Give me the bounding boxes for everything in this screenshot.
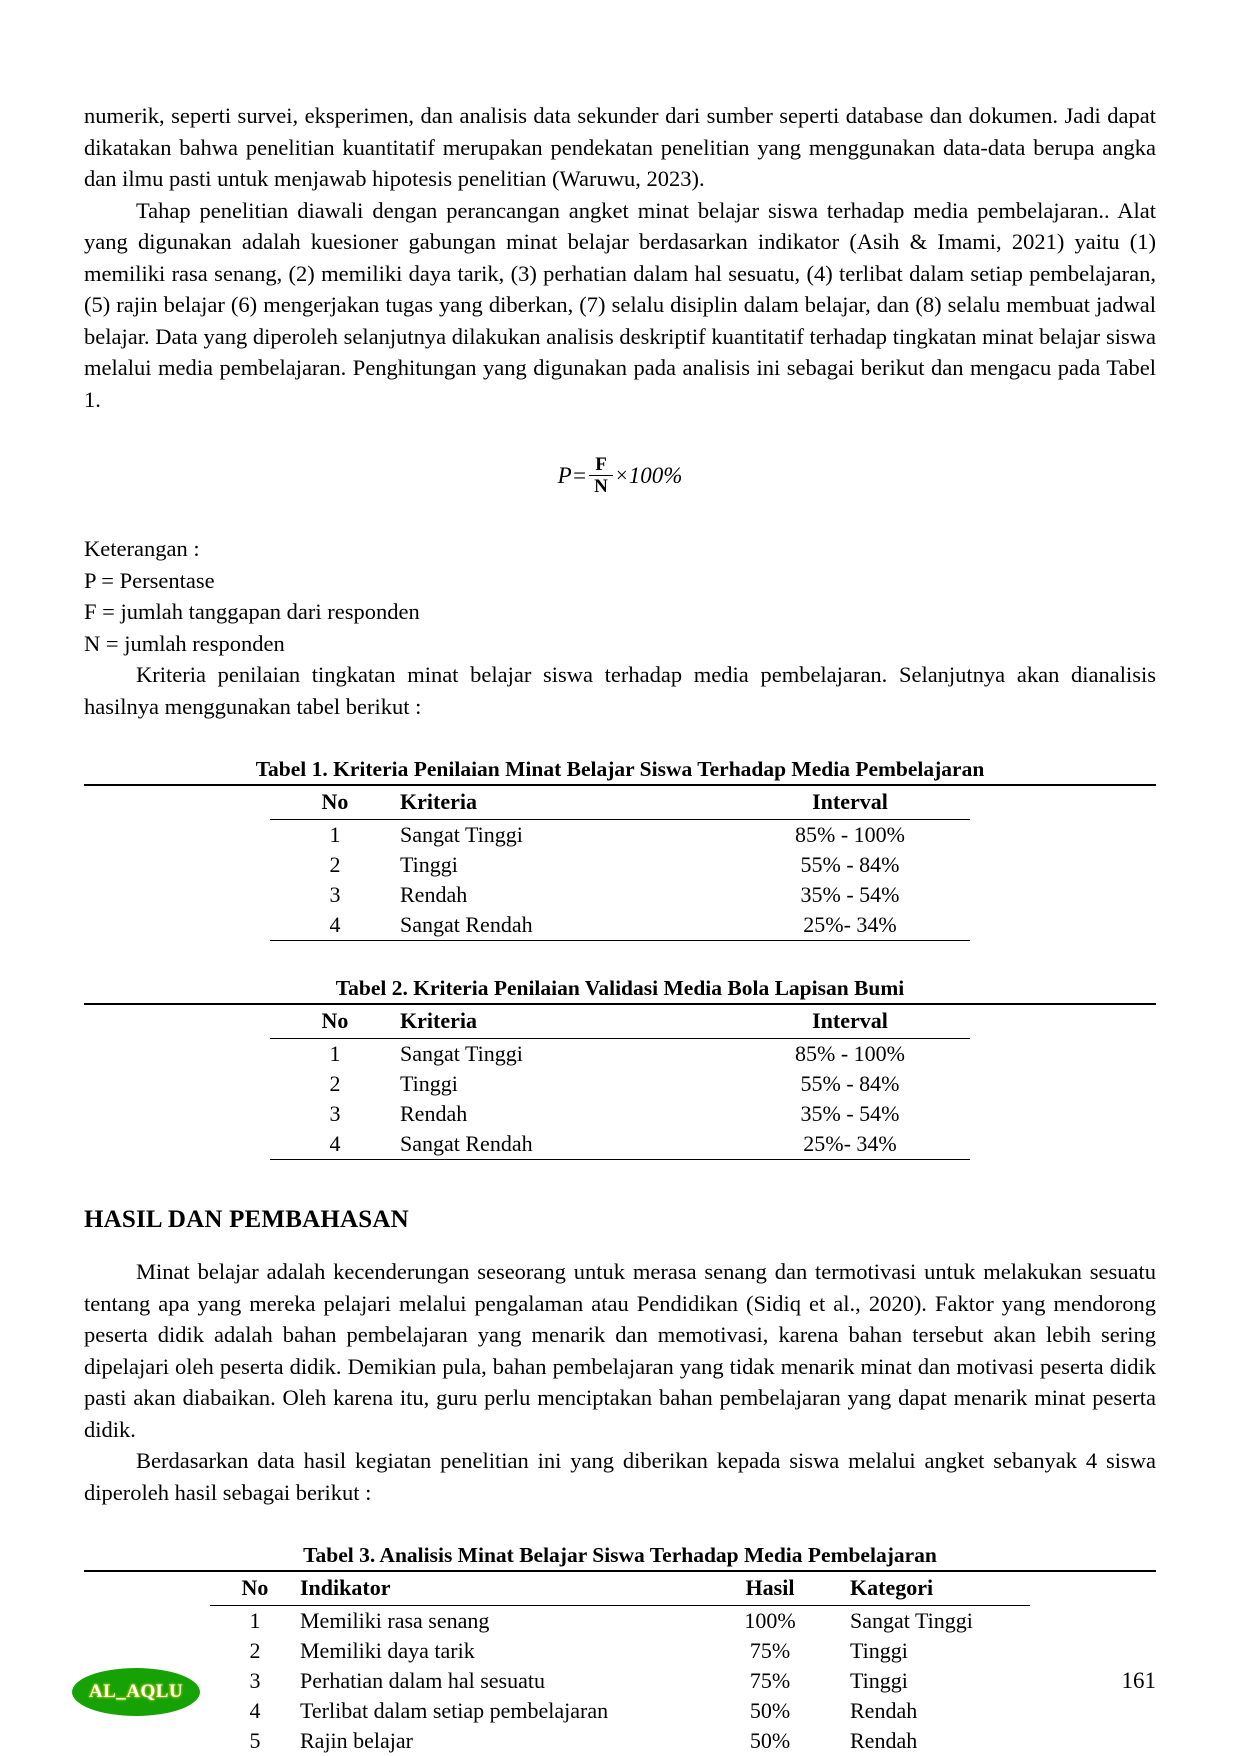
- table2-title: Tabel 2. Kriteria Penilaian Validasi Media Bola Lapisan Bumi: [84, 975, 1156, 1005]
- table1-r3-no: 3: [329, 882, 341, 907]
- table1: [270, 786, 970, 941]
- table2-r4-kriteria: Sangat Rendah: [400, 1131, 533, 1156]
- table2-r3-interval: 35% - 54%: [800, 1101, 900, 1126]
- table2-r2-no: 2: [329, 1071, 341, 1096]
- table3-r5-no: 5: [249, 1728, 261, 1753]
- spacer: [84, 1234, 1156, 1256]
- table3-r4-no: 4: [249, 1698, 261, 1723]
- table2-header-kriteria: Kriteria: [400, 1008, 477, 1033]
- table3-r4-indikator: Terlibat dalam setiap pembelajaran: [300, 1698, 609, 1723]
- table1-header-kriteria: Kriteria: [400, 789, 477, 814]
- section-heading-hasil: HASIL DAN PEMBAHASAN: [84, 1206, 409, 1233]
- table-row: [270, 1039, 970, 1070]
- table-row: [210, 1606, 1030, 1637]
- table3-r2-kategori: Tinggi: [850, 1638, 908, 1663]
- al-aqlu-logo: [72, 1668, 200, 1716]
- table3-r2-no: 2: [249, 1638, 261, 1663]
- table2: [270, 1005, 970, 1160]
- table3-r2-hasil: 75%: [749, 1638, 791, 1663]
- table3-header-hasil: Hasil: [745, 1575, 795, 1600]
- table1-title: Tabel 1. Kriteria Penilaian Minat Belajar Siswa Terhadap Media Pembelajaran: [84, 756, 1156, 786]
- keterangan-heading: Keterangan :: [84, 536, 200, 561]
- table-row: [270, 880, 970, 910]
- table1-block: [84, 756, 1156, 941]
- table3-r3-indikator: Perhatian dalam hal sesuatu: [300, 1668, 545, 1693]
- table-row: [270, 1129, 970, 1160]
- table1-r2-interval: 55% - 84%: [800, 852, 900, 877]
- table2-r4-interval: 25%- 34%: [803, 1131, 897, 1156]
- table2-r4-no: 4: [329, 1131, 341, 1156]
- table1-r3-kriteria: Rendah: [400, 882, 468, 907]
- table1-r1-kriteria: Sangat Tinggi: [400, 822, 523, 847]
- percentage-formula: [84, 455, 1156, 511]
- table3-header-indikator: Indikator: [300, 1575, 391, 1600]
- table3-r1-no: 1: [249, 1608, 261, 1633]
- logo-label: AL_AQLU: [88, 1681, 184, 1702]
- table3-r3-hasil: 75%: [749, 1668, 791, 1693]
- table1-r1-no: 1: [329, 822, 341, 847]
- table2-header-interval: Interval: [812, 1008, 888, 1033]
- table1-r3-interval: 35% - 54%: [800, 882, 900, 907]
- table-row: [270, 910, 970, 941]
- table2-r1-interval: 85% - 100%: [795, 1041, 905, 1066]
- formula-denominator: N: [589, 475, 613, 496]
- table1-r4-no: 4: [329, 912, 341, 937]
- paragraph-method: Tahap penelitian diawali dengan perancangan angket minat belajar siswa terhadap media pembelajaran.. Alat yang digunakan adalah kuesioner gabungan minat belajar berdasarkan indikator (Asih & Imami, 2021) yaitu (1) memiliki rasa senang, (2) memiliki daya tarik, (3) perhatian dalam hal sesuatu, (4) terlibat dalam setiap pembelajaran, (5) rajin belajar (6) mengerjakan tugas yang diberkan, (7) selalu disiplin dalam belajar, dan (8) selalu membuat jadwal belajar. Data yang diperoleh selanjutnya dilakukan analisis deskriptif kuantitatif terhadap tingkatan minat belajar siswa melalui media pembelajaran. Penghitungan yang digunakan pada analisis ini sebagai berikut dan mengacu pada Tabel 1.: [84, 197, 1156, 412]
- table3-title: Tabel 3. Analisis Minat Belajar Siswa Terhadap Media Pembelajaran: [84, 1542, 1156, 1572]
- table3-header-no: No: [241, 1575, 269, 1600]
- table3-r1-indikator: Memiliki rasa senang: [300, 1608, 490, 1633]
- table2-header-row: [270, 1005, 970, 1039]
- table3-r5-hasil: 50%: [749, 1728, 791, 1753]
- table1-r4-interval: 25%- 34%: [803, 912, 897, 937]
- keterangan-line-n: N = jumlah responden: [84, 630, 285, 656]
- keterangan-line-f: F = jumlah tanggapan dari responden: [84, 599, 420, 624]
- page-footer: [0, 1634, 1240, 1754]
- table1-r2-kriteria: Tinggi: [400, 852, 458, 877]
- formula-lhs: P=: [557, 463, 588, 488]
- formula-numerator: F: [595, 454, 607, 475]
- table1-r2-no: 2: [329, 852, 341, 877]
- table2-r1-kriteria: Sangat Tinggi: [400, 1041, 523, 1066]
- table3-r3-kategori: Tinggi: [850, 1668, 908, 1693]
- paragraph-intro: numerik, seperti survei, eksperimen, dan analisis data sekunder dari sumber seperti database dan dokumen. Jadi dapat dikatakan bahwa penelitian kuantitatif merupakan pendekatan penelitian yang menggunakan data-data berupa angka dan ilmu pasti untuk menjawab hipotesis penelitian (Waruwu, 2023).: [84, 103, 1156, 191]
- table1-r1-interval: 85% - 100%: [795, 822, 905, 847]
- table2-r3-no: 3: [329, 1101, 341, 1126]
- table3-r3-no: 3: [249, 1668, 261, 1693]
- table3-header-kategori: Kategori: [850, 1575, 934, 1600]
- paragraph-criteria: Kriteria penilaian tingkatan minat belajar siswa terhadap media pembelajaran. Selanjutnya akan dianalisis hasilnya menggunakan tabel berikut :: [84, 662, 1156, 719]
- table2-r2-kriteria: Tinggi: [400, 1071, 458, 1096]
- table-row: [270, 1069, 970, 1099]
- paragraph-discussion-1: Minat belajar adalah kecenderungan seseorang untuk merasa senang dan termotivasi untuk melakukan sesuatu tentang apa yang mereka pelajari melalui pengalaman atau Pendidikan (Sidiq et al., 2020). Faktor yang mendorong peserta didik adalah bahan pembelajaran yang menarik dan memotivasi, karena bahan tersebut akan lebih sering dipelajari oleh peserta didik. Demikian pula, bahan pembelajaran yang tidak menarik minat dan motivasi peserta didik pasti akan diabaikan. Oleh karena itu, guru perlu menciptakan bahan pembelajaran yang dapat menarik minat peserta didik.: [84, 1259, 1156, 1442]
- table1-header-interval: Interval: [812, 789, 888, 814]
- table1-header-no: No: [321, 789, 349, 814]
- table1-r4-kriteria: Sangat Rendah: [400, 912, 533, 937]
- table3-header-row: [210, 1572, 1030, 1606]
- table2-header-no: No: [321, 1008, 349, 1033]
- formula-expression: [558, 455, 683, 496]
- table3-r4-kategori: Rendah: [850, 1698, 918, 1723]
- table2-block: [84, 975, 1156, 1160]
- table-row: [270, 850, 970, 880]
- table3-r4-hasil: 50%: [749, 1698, 791, 1723]
- formula-fraction: [589, 455, 613, 496]
- formula-rhs: 100%: [628, 463, 683, 488]
- table-row: [270, 820, 970, 851]
- table3-r2-indikator: Memiliki daya tarik: [300, 1638, 475, 1663]
- table-row: [270, 1099, 970, 1129]
- keterangan-line-p: P = Persentase: [84, 567, 215, 593]
- table1-header-row: [270, 786, 970, 820]
- table3-r5-kategori: Rendah: [850, 1728, 918, 1753]
- paragraph-discussion-2: Berdasarkan data hasil kegiatan penelitian ini yang diberikan kepada siswa melalui angket sebanyak 4 siswa diperoleh hasil sebagai berikut :: [84, 1448, 1156, 1505]
- table3-r1-hasil: 100%: [744, 1608, 796, 1633]
- table3-r1-kategori: Sangat Tinggi: [850, 1608, 973, 1633]
- formula-times-sign: ×: [615, 463, 628, 487]
- table2-r2-interval: 55% - 84%: [800, 1071, 900, 1096]
- page-number: 161: [1121, 1668, 1156, 1693]
- table2-r3-kriteria: Rendah: [400, 1101, 468, 1126]
- table3-r5-indikator: Rajin belajar: [300, 1728, 414, 1753]
- table2-r1-no: 1: [329, 1041, 341, 1066]
- keterangan-block: [84, 533, 1156, 659]
